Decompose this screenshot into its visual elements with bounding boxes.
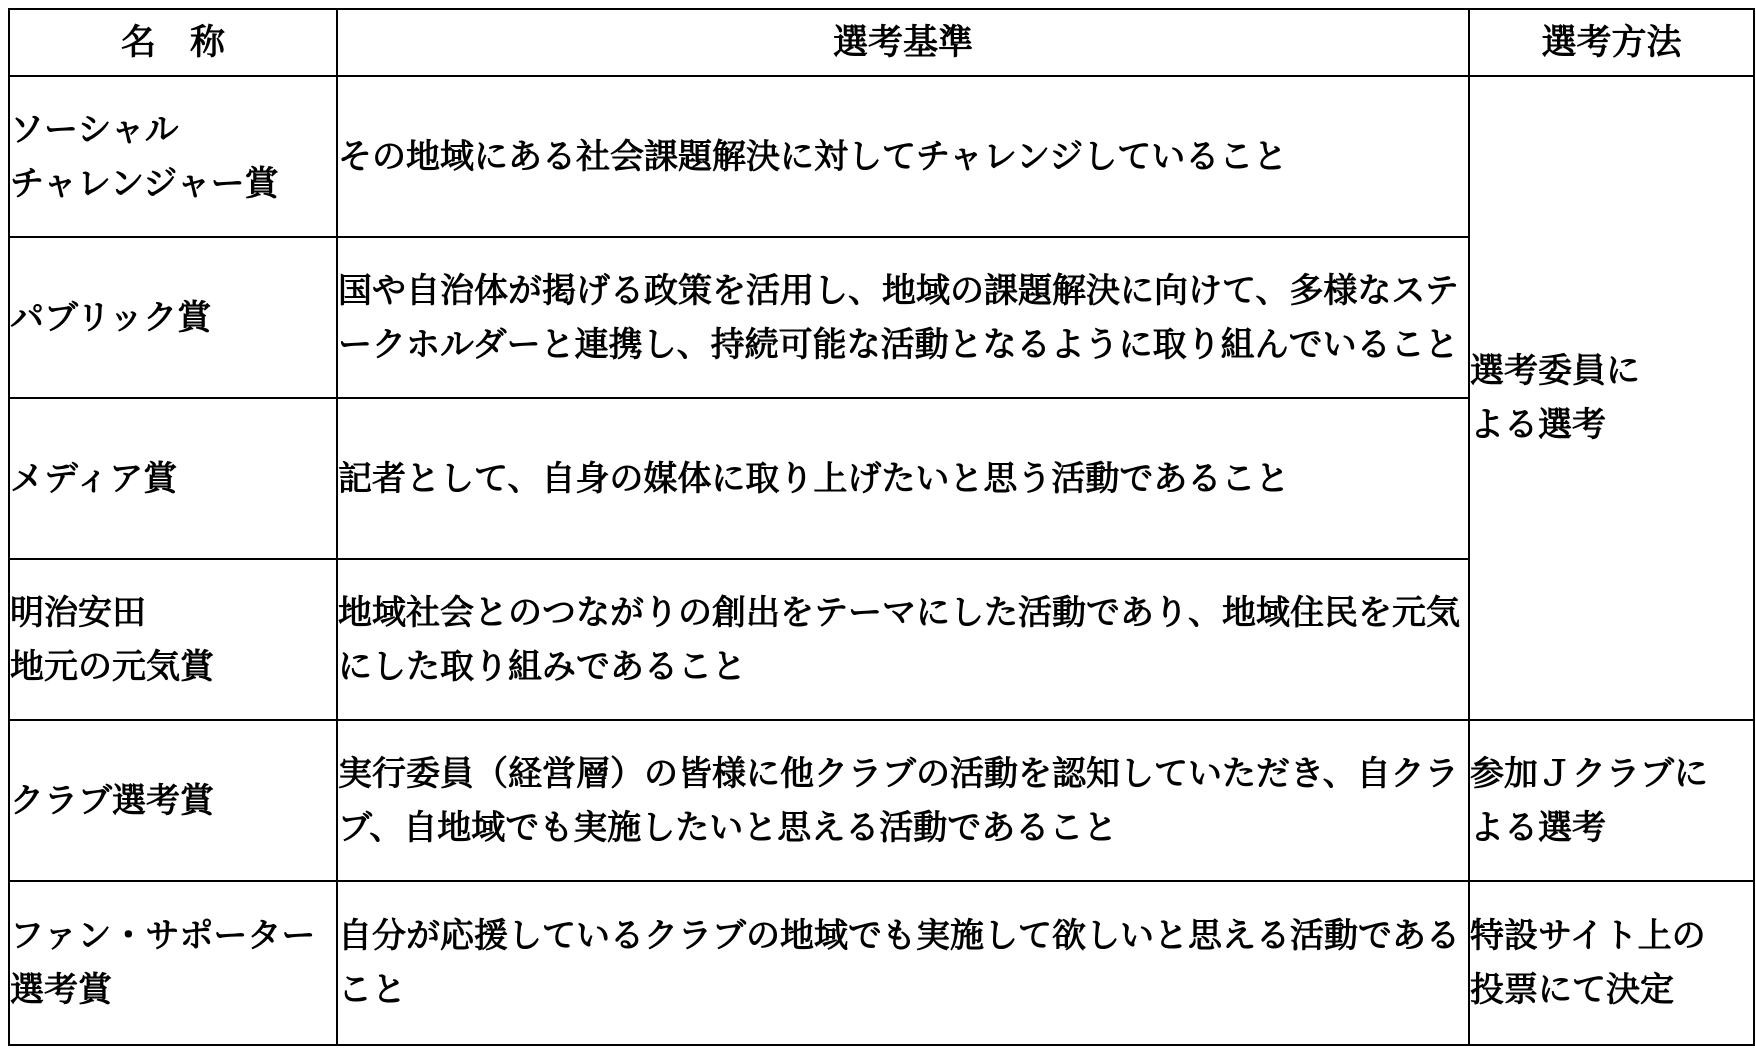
- award-name-line: パブリック賞: [10, 297, 212, 338]
- award-name-line: 選考賞: [10, 970, 112, 1010]
- method-line: よる選考: [1470, 807, 1606, 848]
- award-name-cell: [9, 720, 337, 881]
- header-row: [9, 9, 1754, 76]
- criteria-cell: [337, 720, 1469, 881]
- award-name-line: ファン・サポーター: [10, 916, 316, 956]
- award-name-cell: [9, 881, 337, 1045]
- criteria-cell: [337, 881, 1469, 1045]
- award-name-cell: [9, 559, 337, 720]
- award-name-line: メディア賞: [10, 458, 178, 499]
- criteria-text: 実行委員（経営層）の皆様に他クラブの活動を認知していただき、自クラブ、自地域でも実施したいと思える活動であること: [338, 753, 1459, 848]
- header-method: 選考方法: [1469, 9, 1754, 76]
- method-line: 参加Ｊクラブに: [1470, 753, 1708, 794]
- criteria-text: 自分が応援しているクラブの地域でも実施して欲しいと思える活動であること: [338, 916, 1460, 1010]
- criteria-text: 地域社会とのつながりの創出をテーマにした活動であり、地域住民を元気にした取り組みであること: [338, 592, 1460, 687]
- criteria-text: 国や自治体が掲げる政策を活用し、地域の課題解決に向けて、多様なステークホルダーと連携し、持続可能な活動となるように取り組んでいること: [338, 270, 1459, 365]
- method-line: 投票にて決定: [1470, 970, 1674, 1010]
- award-name-cell: [9, 237, 337, 398]
- award-name-cell: [9, 76, 337, 237]
- method-line: 選考委員に: [1470, 351, 1640, 391]
- award-name-cell: [9, 398, 337, 559]
- method-cell: [1469, 76, 1754, 720]
- award-name-line: ソーシャル: [10, 109, 179, 150]
- award-name-line: チャレンジャー賞: [10, 163, 279, 204]
- table-row: [9, 76, 1754, 237]
- criteria-cell: [337, 237, 1469, 398]
- award-name-line: 地元の元気賞: [10, 646, 214, 687]
- criteria-cell: [337, 559, 1469, 720]
- method-line: 特設サイト上の: [1470, 916, 1706, 956]
- header-name: 名称: [9, 9, 337, 76]
- method-line: よる選考: [1470, 405, 1606, 445]
- table-row: [9, 720, 1754, 881]
- award-selection-table: [8, 8, 1755, 1046]
- method-cell: [1469, 881, 1754, 1045]
- header-criteria: 選考基準: [337, 9, 1469, 76]
- criteria-cell: [337, 76, 1469, 237]
- award-name-line: クラブ選考賞: [10, 780, 214, 821]
- criteria-cell: [337, 398, 1469, 559]
- criteria-text: その地域にある社会課題解決に対してチャレンジしていること: [338, 136, 1288, 177]
- criteria-text: 記者として、自身の媒体に取り上げたいと思う活動であること: [338, 458, 1290, 499]
- method-cell: [1469, 720, 1754, 881]
- award-name-line: 明治安田: [10, 592, 146, 633]
- table-row: [9, 881, 1754, 1045]
